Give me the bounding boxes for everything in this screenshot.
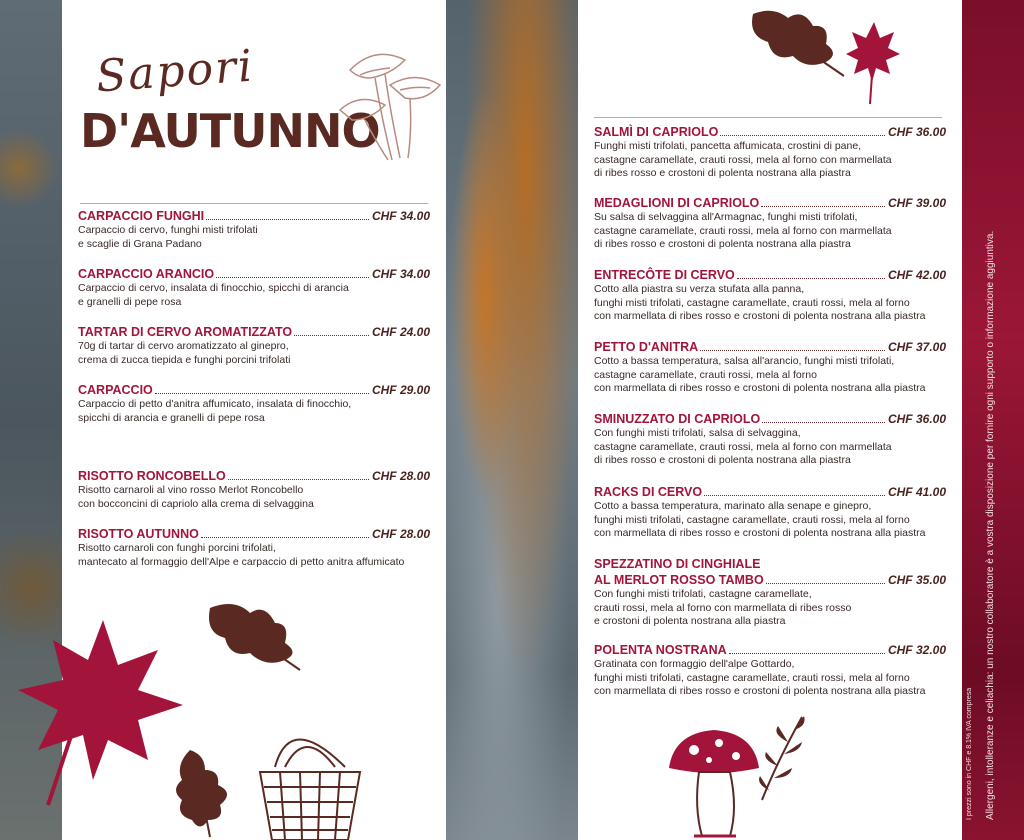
page-title: D'AUTUNNO: [80, 104, 380, 158]
item-price: CHF 34.00: [371, 267, 430, 281]
item-description: Risotto carnaroli con funghi porcini trifolati, mantecato al formaggio dell'Alpe e carpaccio di petto anitra affumicato: [78, 542, 405, 568]
item-description: Con funghi misti trifolati, salsa di selvaggina, castagne caramellate, crauti rossi, mela al forno con marmellata di ribes rosso e crostoni di polenta nostrana alla piastra: [594, 427, 892, 466]
menu-item: [78, 468, 430, 511]
item-price: CHF 34.00: [371, 209, 430, 223]
item-price: CHF 37.00: [887, 340, 946, 354]
item-name: CARPACCIO: [78, 383, 153, 397]
menu-item: [594, 642, 946, 699]
menu-item: [594, 484, 946, 541]
item-description: Con funghi misti trifolati, castagne caramellate, crauti rossi, mela al forno con marmellata di ribes rosso e crostoni di polenta nostrana alla piastra: [594, 588, 852, 627]
divider-right: [594, 117, 942, 118]
maple-leaf-icon: [846, 20, 901, 105]
price-note: I prezzi sono in CHF e 8.1% IVA compresa: [966, 687, 973, 820]
dot-leader: [720, 135, 885, 136]
item-description: Carpaccio di cervo, funghi misti trifolati e scaglie di Grana Padano: [78, 224, 258, 250]
menu-item: [78, 208, 430, 251]
item-price: CHF 28.00: [371, 469, 430, 483]
menu-item: [78, 526, 430, 569]
basket-illustration: [250, 712, 370, 840]
stone-background-center: [446, 0, 578, 840]
menu-item: [594, 339, 946, 396]
item-name: ENTRECÔTE DI CERVO: [594, 268, 735, 282]
menu-item: [594, 267, 946, 324]
item-name: RISOTTO RONCOBELLO: [78, 469, 226, 483]
dot-leader: [206, 219, 369, 220]
item-name: SALMÌ DI CAPRIOLO: [594, 125, 719, 139]
dot-leader: [762, 422, 885, 423]
menu-item: [78, 266, 430, 309]
item-price: CHF 41.00: [887, 485, 946, 499]
item-description: Cotto a bassa temperatura, marinato alla senape e ginepro, funghi misti trifolati, castagne caramellate, crauti rossi, mela al forno con marmellata di ribes rosso e crostoni di polenta nostrana alla piastra: [594, 500, 926, 539]
item-name: SPEZZATINO DI CINGHIALE: [594, 557, 761, 571]
herb-sprig-icon: [752, 712, 812, 802]
item-name: TARTAR DI CERVO AROMATIZZATO: [78, 325, 293, 339]
item-name: MEDAGLIONI DI CAPRIOLO: [594, 196, 760, 210]
dot-leader: [201, 537, 369, 538]
item-price: CHF 32.00: [887, 643, 946, 657]
porcini-icon: [664, 728, 764, 840]
dot-leader: [766, 583, 885, 584]
item-price: CHF 36.00: [887, 412, 946, 426]
item-name: PETTO D'ANITRA: [594, 340, 699, 354]
item-price: CHF 35.00: [887, 573, 946, 587]
item-name: POLENTA NOSTRANA: [594, 643, 727, 657]
menu-item: [78, 324, 430, 367]
menu-item: [78, 382, 430, 425]
menu-item: [594, 124, 946, 181]
dot-leader: [155, 393, 369, 394]
maple-leaf-icon: [8, 610, 188, 810]
divider-left: [80, 203, 428, 204]
item-description: Cotto alla piastra su verza stufata alla panna, funghi misti trifolati, castagne caramellate, crauti rossi, mela al forno con marmellata di ribes rosso e crostoni di polenta nostrana alla piastra: [594, 283, 926, 322]
item-description: 70g di tartar di cervo aromatizzato al ginepro, crema di zucca tiepida e funghi porcini trifolati: [78, 340, 291, 366]
item-price: CHF 42.00: [887, 268, 946, 282]
item-description: Carpaccio di petto d'anitra affumicato, insalata di finocchio, spicchi di arancia e granelli di pepe rosa: [78, 398, 352, 424]
dot-leader: [228, 479, 369, 480]
item-description: Gratinata con formaggio dell'alpe Gottardo, funghi misti trifolati, castagne caramellate, crauti rossi, mela al forno con marmellata di ribes rosso e crostoni di polenta nostrana alla piastra: [594, 658, 926, 697]
item-description: Su salsa di selvaggina all'Armagnac, funghi misti trifolati, castagne caramellate, crauti rossi, mela al forno con marmellata di ribes rosso e crostoni di polenta nostrana alla piastra: [594, 211, 892, 250]
title-script: Sapori: [94, 40, 256, 103]
item-price: CHF 29.00: [371, 383, 430, 397]
menu-item: [594, 195, 946, 252]
item-description: Funghi misti trifolati, pancetta affumicata, crostini di pane, castagne caramellate, crauti rossi, mela al forno con marmellata di ribes rosso e crostoni di polenta nostrana alla piastra: [594, 140, 892, 179]
menu-item: [594, 556, 946, 629]
oak-leaf-icon: [170, 745, 240, 840]
item-description: Cotto a bassa temperatura, salsa all'arancio, funghi misti trifolati, castagne caramellate, crauti rossi, mela al forno con marmellata di ribes rosso e crostoni di polenta nostrana alla piastra: [594, 355, 926, 394]
mushroom-illustration: [330, 40, 450, 170]
item-price: CHF 28.00: [371, 527, 430, 541]
item-price: CHF 39.00: [887, 196, 946, 210]
item-name: SMINUZZATO DI CAPRIOLO: [594, 412, 761, 426]
item-name: CARPACCIO ARANCIO: [78, 267, 215, 281]
item-name: RISOTTO AUTUNNO: [78, 527, 199, 541]
oak-leaf-icon: [748, 6, 848, 81]
menu-item: [594, 411, 946, 468]
dot-leader: [729, 653, 885, 654]
dot-leader: [704, 495, 885, 496]
item-name: CARPACCIO FUNGHI: [78, 209, 205, 223]
item-price: CHF 36.00: [887, 125, 946, 139]
item-description: Carpaccio di cervo, insalata di finocchio, spicchi di arancia e granelli di pepe rosa: [78, 282, 349, 308]
item-price: CHF 24.00: [371, 325, 430, 339]
dot-leader: [216, 277, 369, 278]
item-name: RACKS DI CERVO: [594, 485, 703, 499]
dot-leader: [761, 206, 885, 207]
item-name-line2: AL MERLOT ROSSO TAMBO: [594, 573, 764, 587]
oak-leaf-icon: [205, 598, 305, 678]
dot-leader: [737, 278, 885, 279]
dot-leader: [294, 335, 369, 336]
item-description: Risotto carnaroli al vino rosso Merlot Roncobello con bocconcini di capriolo alla crema di selvaggina: [78, 484, 314, 510]
allergen-note: [966, 230, 996, 820]
dot-leader: [700, 350, 885, 351]
allergen-text: Allergeni, intolleranze e celiachia: un nostro collaboratore è a vostra disposizione per fornire ogni supporto o informazione aggiuntiva.: [985, 230, 996, 820]
